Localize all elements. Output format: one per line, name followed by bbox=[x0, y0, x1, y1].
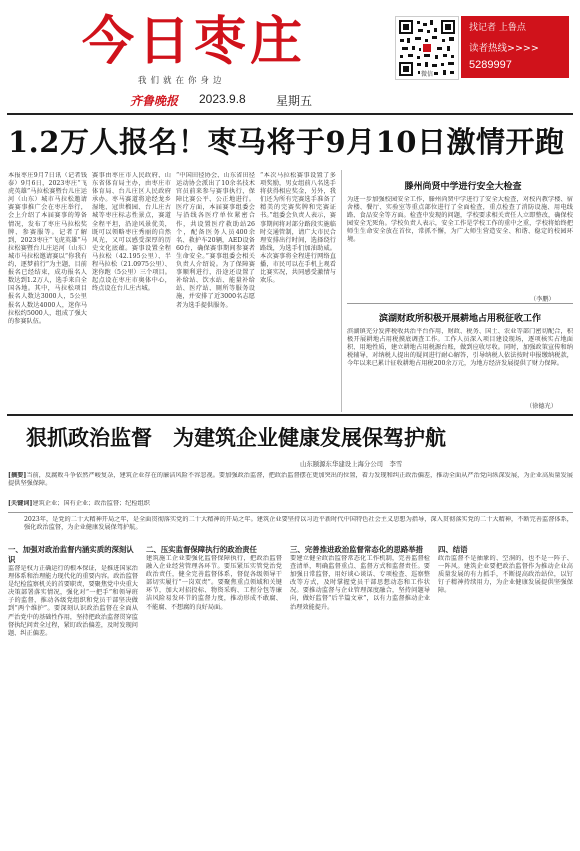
section-title: 四、结语 bbox=[438, 545, 468, 554]
sidebar-story-2-title: 滨湖财政所积极开展耕地占用税征收工作 bbox=[378, 314, 541, 324]
sidebar-story-1-title: 滕州尚贤中学进行安全大检查 bbox=[404, 182, 522, 192]
section-title: 一、加强对政治监督内涵实质的深刻认识 bbox=[8, 545, 134, 564]
feature-col-1 bbox=[8, 545, 138, 845]
masthead-rule bbox=[7, 113, 573, 115]
feature-intro: 2023年，是党的二十大精神开局之年，是全面贯彻落实党的二十大精神的开局之年。建筑企业要坚持以习近平新时代中国特色社会主义思想为指导，深入贯彻落实党的二十大精神，不断完善监督体系，强化政治监督，为企业健康发展保驾护航。 bbox=[24, 516, 573, 532]
feature-abstract bbox=[8, 472, 573, 498]
feature-col-2 bbox=[146, 545, 282, 845]
keywords-label: [关键词] bbox=[8, 500, 33, 507]
feature-col-3 bbox=[290, 545, 430, 845]
issue-date: 2023.9.8 bbox=[199, 92, 246, 106]
section-text: 建筑施工企业要强化监督保障执行，把政治监督融入企业经营管理各环节。要压紧压实管党治党政治责任，健全完善监督体系，督促各级领导干部切实履行“一岗双责”。要聚焦重点领域和关键环节，加大对招投标、物资采购、工程分包等廉洁风险易发环节的监督力度，推动形成不敢腐、不能腐、不想腐的良好局面。 bbox=[146, 555, 282, 611]
hotline-number: 5289997 bbox=[469, 59, 512, 71]
sidebar-story-2-byline: （徐德光） bbox=[526, 403, 557, 410]
abstract-label: [摘要] bbox=[8, 472, 27, 479]
slogan: 我们就在你身边 bbox=[138, 76, 226, 86]
contact-box bbox=[461, 16, 569, 78]
lead-headline: 1.2万人报名！枣马将于9月10日激情开跑 bbox=[8, 125, 565, 159]
lead-col-4: “本次马拉松赛事设置了多项奖励，男女组前八名选手将获得相应奖金，另外，我们还为所有完赛选手准备了精美的完赛奖牌和完赛证书。”组委会负责人表示，赛事期间将对部分路段实施临时交通管制，请广大市民合理安排出行时间，选择绕行路线，为选手们加油助威。本次赛事将全程进行网络直播，市民可以在手机上观看比赛实况，共同感受激情与欢乐。 bbox=[260, 172, 336, 285]
sidebar-story-1-body: 为进一步加强校园安全工作，滕州尚贤中学进行了安全大检查，对校内教学楼、宿舍楼、餐厅、实验室等重点部位进行了全面检查，重点检查了消防设施、用电线路、食品安全等方面。检查中发现的问题，学校要求相关责任人立即整改，确保校园安全无死角。学校负责人表示，安全工作是学校工作的重中之重，学校将始终把师生生命安全放在首位，常抓不懈，为广大师生营造安全、和谐、稳定的校园环境。 bbox=[347, 196, 573, 244]
abstract-text: 当前，反腐败斗争依然严峻复杂，建筑企业存在的廉洁风险不容忽视。要加强政治监督，把政治监督摆在更加突出的位置，着力发现和纠正政治偏差，推动全面从严治党向纵深发展，为企业高质量发展提供坚强保障。 bbox=[8, 472, 573, 488]
reporter-label: 找记者 上鲁点 bbox=[469, 23, 526, 33]
section-text: 政治监督不是抽象的、空洞的，也不是一阵子、一阵风。建筑企业要把政治监督作为推动企业高质量发展的有力抓手，不断提高政治站位，以钉钉子精神持续用力，为企业健康发展提供坚强保障。 bbox=[438, 555, 573, 595]
lead-col-1: 本报枣庄9月7日讯（记者钱泰）9月6日，2023枣庄“飞虎英雄”马拉松赛暨台儿庄运河（山东）城市马拉松邀请赛赛事推广会在枣庄举行，会上介绍了本届赛事的筹备情况，发布了枣庄马拉松奖牌、参赛服等。记者了解到，2023枣庄“飞虎英雄”马拉松赛暨台儿庄运河（山东）城市马拉松邀请赛以“你我有约，逐梦前行”为主题，目前报名已经结束，成功报名人数达到1.2万人，选手来自全国各地。其中，马拉松项目报名人数达3000人，5公里报名人数达4000人，迷你马拉松约5000人，组成了强大的参赛队伍。 bbox=[8, 172, 87, 325]
sidebar-divider bbox=[347, 303, 573, 304]
weekday: 星期五 bbox=[276, 94, 313, 108]
lead-col-2: 赛事由枣庄市人民政府、山东省体育局主办，由枣庄市体育局、台儿庄区人民政府承办。枣马赛道将途经龙乡湿地、冠世榴园、台儿庄古城等枣庄标志性景点，赛道全程平坦，沿途风景优美，既可以领略枣庄秀丽的自然风光，又可以感受深厚的历史文化底蕴。赛事设置全程马拉松（42.195公里）、半程马拉松（21.0975公里）、迷你跑（5公里）三个项目。起点设在枣庄市奥体中心，终点设在台儿庄古城。 bbox=[92, 172, 171, 293]
section-title: 三、完善推进政治监督常态化的思路举措 bbox=[290, 545, 424, 554]
column-divider bbox=[341, 170, 342, 412]
masthead bbox=[0, 0, 580, 112]
keywords-text: 建筑企业；国有企业；政治监督；纪检组织 bbox=[32, 500, 150, 507]
section-text: 监督是权力正确运行的根本保证，是推进国家治理体系和治理能力现代化的重要内容。政治监督是纪检监察机关的首要职责，要聚焦党中央重大决策部署落实情况，强化对“一把手”和领导班子的监督，推动各级党组织和党员干部坚决做到“两个维护”。要深刻认识政治监督在全面从严治党中的基础性作用，坚持把政治监督贯穿监督执纪问责全过程，紧盯政治偏差，及时发现问题、纠正偏差。 bbox=[8, 565, 138, 637]
qr-code bbox=[395, 16, 459, 80]
feature-headline: 狠抓政治监督 为建筑企业健康发展保驾护航 bbox=[26, 425, 446, 450]
qr-caption: 微信 bbox=[421, 71, 434, 78]
section-text: 要建立健全政治监督常态化工作机制，完善监督检查清单，明确监督重点、监督方式和监督责任。要加强日常监督，用好谈心谈话、专项检查、巡察整改等方式，及时掌握党员干部思想动态和工作状况。要推动监督与企业管理深度融合，坚持问题导向，做好监督“后半篇文章”，以有力监督推动企业治理效能提升。 bbox=[290, 555, 430, 611]
sidebar-story-2-body: 滨湖镇充分发挥税收共治平台作用，财政、税务、国土、农业等部门密切配合，积极开展耕地占用税摸底调查工作。工作人员深入项目建设现场，逐项核实占地面积、用地性质，建立耕地占用税源台账，做到应收尽收。同时，加强政策宣传和纳税辅导，对纳税人提出的疑问进行耐心解答，引导纳税人依法按时申报缴纳税款，今年以来已累计征收耕地占用税200余万元，为地方经济发展提供了财力保障。 bbox=[347, 328, 573, 368]
subbrand: 齐鲁晚报 bbox=[130, 94, 179, 108]
section-title: 二、压实监督保障执行的政治责任 bbox=[146, 545, 257, 554]
section-rule bbox=[7, 414, 573, 416]
feature-byline: 山东颐源东华建设上海分公司 李雪 bbox=[300, 460, 403, 468]
lead-col-3: “中国田径协会、山东省田径运动协会派出了10余名技术官员前来参与赛事执行，保障比赛公平、公正地进行。医疗方面，本届赛事组委会与沿线各医疗单位紧密合作，共设置医疗救助站26个，配备医务人员400余名、救护车20辆，AED设备60台，确保赛事期间参赛者生命安全。”赛事组委会相关负责人介绍说。为了保障赛事顺利进行，沿途还设置了补给站、饮水站、能量补给站、医疗站、厕所等服务设施，并安排了近3000名志愿者为选手提供服务。 bbox=[176, 172, 255, 309]
feature-keywords bbox=[8, 500, 573, 509]
sidebar-story-1-byline: （李鹏） bbox=[530, 296, 555, 303]
abstract-rule bbox=[8, 512, 573, 513]
feature-col-4 bbox=[438, 545, 573, 845]
hotline-label: 读者热线>>>> bbox=[469, 43, 539, 54]
brand-logo: 今日枣庄 bbox=[82, 12, 307, 72]
